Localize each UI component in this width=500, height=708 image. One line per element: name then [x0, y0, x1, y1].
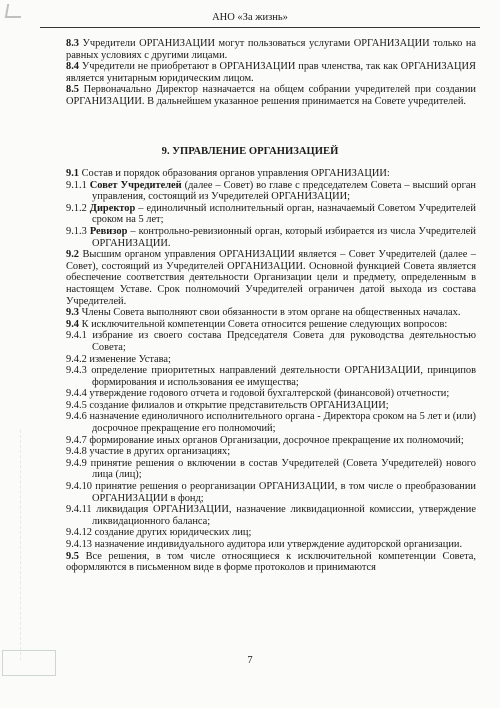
- running-header: АНО «За жизнь»: [212, 12, 288, 23]
- clause-9-4-6: 9.4.6 назначение единоличного исполнительного органа - Директора сроком на 5 лет и (или) досрочное прекращение его полномочий;: [66, 411, 476, 435]
- clause-8-3: 8.3 Учредители ОРГАНИЗАЦИИ могут пользоваться услугами ОРГАНИЗАЦИИ только на равных условиях с другими лицами.: [66, 38, 476, 61]
- clause-9-3: 9.3 Члены Совета выполняют свои обязанности в этом органе на общественных началах.: [66, 307, 461, 319]
- clause-9-4-13: 9.4.13 назначение индивидуального аудитора или утверждение аудиторской организации.: [66, 539, 463, 550]
- clause-9-1: 9.1 Состав и порядок образования органов управления ОРГАНИЗАЦИИ:: [66, 168, 390, 179]
- clause-9-4-2: 9.4.2 изменение Устава;: [66, 353, 171, 365]
- clause-8-4: 8.4 Учредители не приобретают в ОРГАНИЗАЦИИ прав членства, так как ОРГАНИЗАЦИЯ является унитарным юридическим лицом.: [66, 61, 476, 84]
- competence-list: [66, 330, 476, 550]
- clause-9-1-1: 9.1.1 Совет Учредителей (далее – Совет) во главе с председателем Совета – высший орган управления, состоящий из Учредителей ОРГАНИЗАЦИИ;: [66, 179, 476, 203]
- clause-9-4-11: 9.4.11 ликвидация ОРГАНИЗАЦИИ, назначение ликвидационной комиссии, утверждение ликвидационного баланса;: [66, 504, 476, 527]
- clause-9-4-5: 9.4.5 создание филиалов и открытие представительств ОРГАНИЗАЦИИ;: [66, 399, 389, 411]
- top-block: [66, 38, 476, 108]
- clause-9-4-1: 9.4.1 избрание из своего состава Председателя Совета для руководства деятельностью Совета;: [66, 330, 476, 353]
- stamp-impression: [2, 650, 56, 676]
- clause-9-4: 9.4 К исключительной компетенции Совета относится решение следующих вопросов:: [66, 318, 448, 330]
- section-title: 9. УПРАВЛЕНИЕ ОРГАНИЗАЦИЕЙ: [161, 146, 339, 157]
- clause-9-4-4: 9.4.4 утверждение годового отчета и годовой бухгалтерской (финансовой) отчетности;: [66, 388, 450, 400]
- clause-9-2: 9.2 Высшим органом управления ОРГАНИЗАЦИИ является – Совет Учредителей (далее – Совет), состоящий из Учредителей ОРГАНИЗАЦИИ. Основной функцией Совета является обеспечение соответствия деятельности Организации цели и предмету, определенным в настоящем Уставе. Срок полномочий Учредителей ограничен датой выхода из состава Учредителей.: [66, 249, 476, 307]
- faint-stamp-impression: [20, 430, 61, 660]
- clause-9-4-7: 9.4.7 формирование иных органов Организации, досрочное прекращение их полномочий;: [66, 434, 464, 446]
- clause-9-4-8: 9.4.8 участие в других организациях;: [66, 446, 231, 458]
- page-number: 7: [247, 655, 253, 666]
- clause-8-5: 8.5 Первоначально Директор назначается на общем собрании учредителей при создании ОРГАНИЗАЦИИ. В дальнейшем указанное решения принимается на Совете учредителей.: [66, 84, 476, 107]
- clause-9-1-3: 9.1.3 Ревизор – контрольно-ревизионный орган, который избирается из числа Учредителей ОРГАНИЗАЦИИ.: [66, 225, 476, 249]
- clause-9-4-10: 9.4.10 принятие решения о реорганизации ОРГАНИЗАЦИИ, в том числе о преобразовании ОРГАНИЗАЦИИ в фонд;: [66, 481, 476, 504]
- clause-9-4-9: 9.4.9 принятие решения о включении в состав Учредителей (Совета Учредителей) нового лица (лиц);: [66, 457, 476, 481]
- header-rule: [40, 27, 480, 28]
- clause-9-4-3: 9.4.3 определение приоритетных направлений деятельности ОРГАНИЗАЦИИ, принципов формирования и использования ее имущества;: [66, 365, 476, 388]
- section-body: [66, 168, 476, 574]
- clause-9-1-2: 9.1.2 Директор – единоличный исполнительный орган, назначаемый Советом Учредителей сроком на 5 лет;: [66, 202, 476, 226]
- clause-9-5: 9.5 Все решения, в том числе относящиеся к исключительной компетенции Совета, оформляются в письменном виде в форме протоколов и принимаются: [66, 550, 476, 574]
- clause-9-4-12: 9.4.12 создание других юридических лиц;: [66, 527, 252, 539]
